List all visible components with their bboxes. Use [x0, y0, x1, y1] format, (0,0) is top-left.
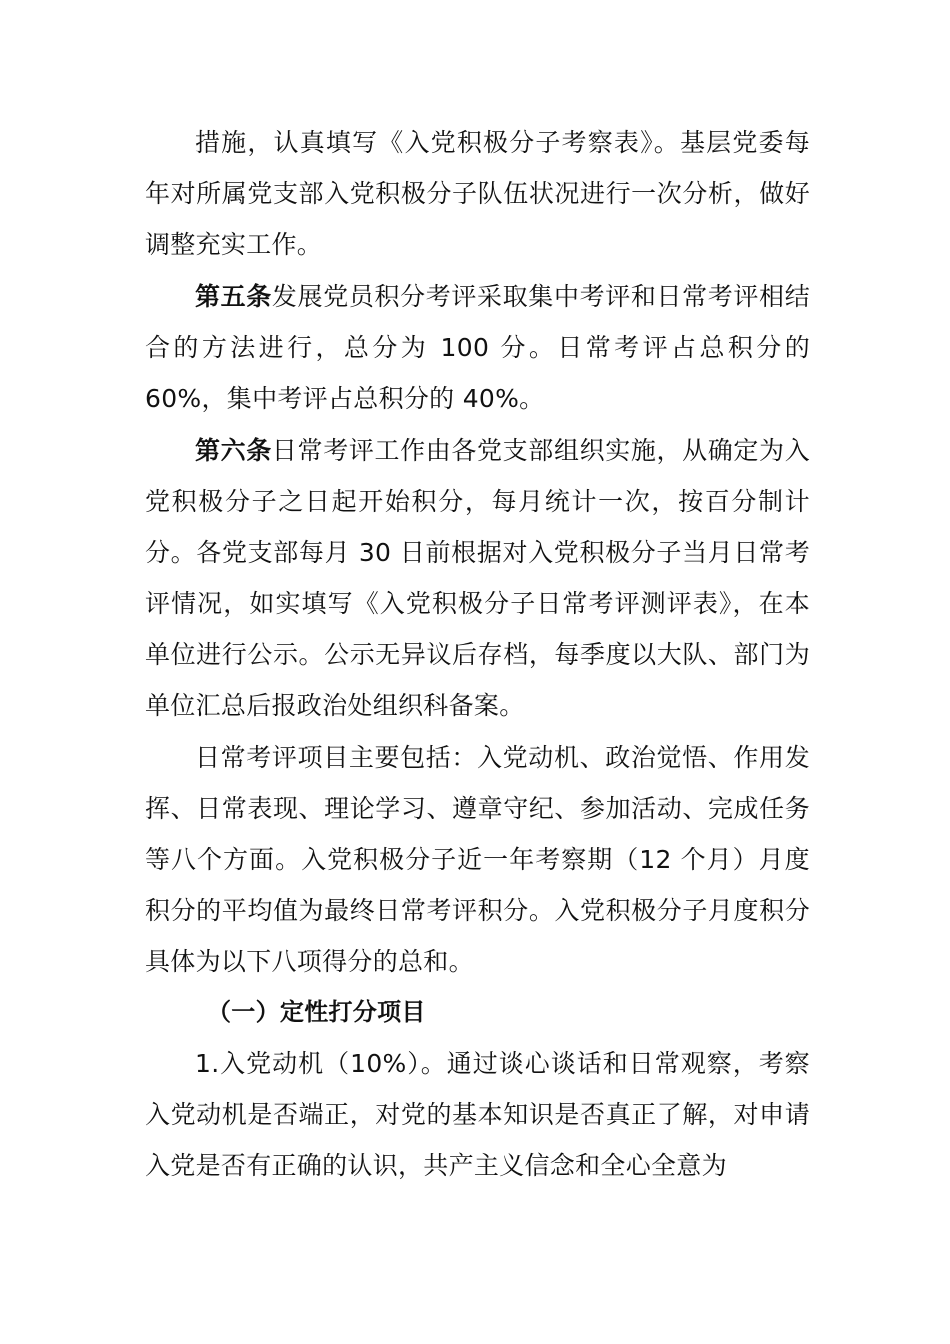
paragraph-measures — [145, 117, 810, 270]
paragraph-article-6 — [145, 425, 810, 731]
paragraph-text: 措施，认真填写《入党积极分子考察表》。基层党委每年对所属党支部入党积极分子队伍状况进行一次分析，做好调整充实工作。 — [145, 128, 810, 259]
paragraph-text: 发展党员积分考评采取集中考评和日常考评相结合的方法进行，总分为 100 分。日常考评占总积分的 60%，集中考评占总积分的 40%。 — [145, 282, 810, 413]
paragraph-daily-assessment-items — [145, 732, 810, 987]
paragraph-article-5 — [145, 271, 810, 424]
paragraph-text: 日常考评工作由各党支部组织实施，从确定为入党积极分子之日起开始积分，每月统计一次，按百分制计分。各党支部每月 30 日前根据对入党积极分子当月日常考评情况，如实填写《入党积极分子日常考评测评表》，在本单位进行公示。公示无异议后存档，每季度以大队、部门为单位汇总后报政治处组织科备案。 — [145, 436, 810, 720]
article-lead: 第五条 — [195, 282, 272, 311]
paragraph-text: 日常考评项目主要包括：入党动机、政治觉悟、作用发挥、日常表现、理论学习、遵章守纪、参加活动、完成任务等八个方面。入党积极分子近一年考察期（12 个月）月度积分的平均值为最终日常考评积分。入党积极分子月度积分具体为以下八项得分的总和。 — [145, 743, 810, 976]
item-text: 1.入党动机（10%）。通过谈心谈话和日常观察，考察入党动机是否端正，对党的基本知识是否真正了解，对申请入党是否有正确的认识，共产主义信念和全心全意为 — [145, 1049, 810, 1180]
article-lead: 第六条 — [195, 436, 272, 465]
section-heading: （一）定性打分项目 — [207, 998, 426, 1026]
document-body — [145, 117, 810, 1191]
item-motivation — [145, 1038, 810, 1191]
